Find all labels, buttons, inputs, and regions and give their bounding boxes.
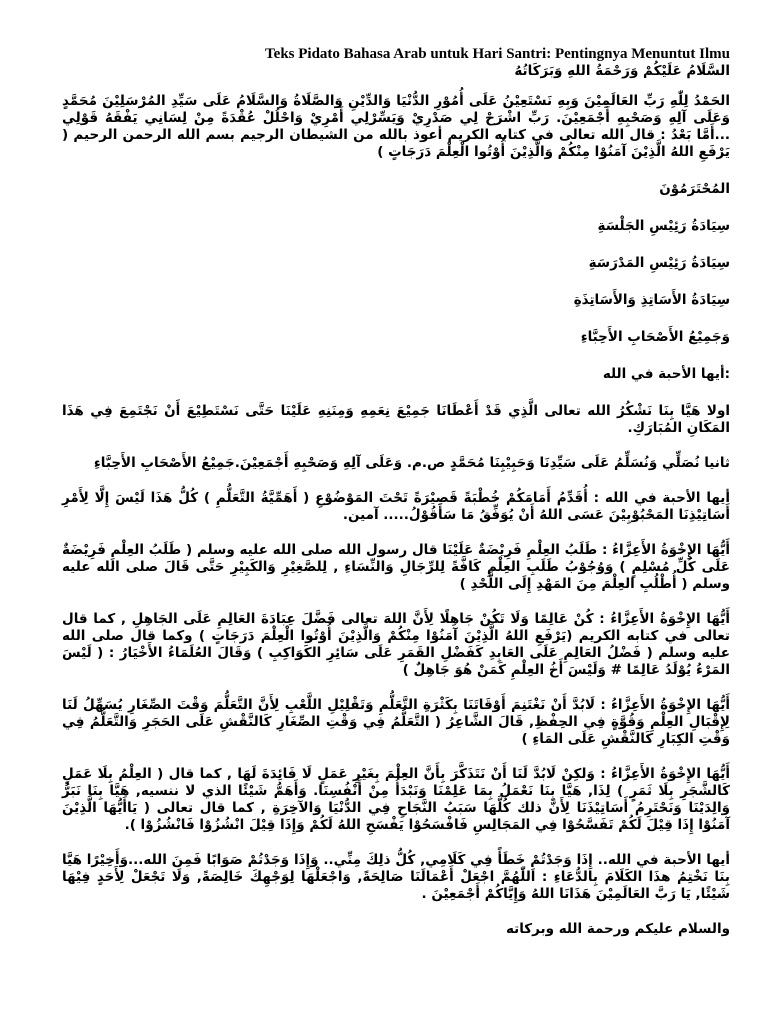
address-beloved: :أيها الأحبة في الله [602, 366, 730, 382]
paragraph-topic: أيها الأحبة في الله : أُقَدِّمُ أَمَامَكُمْ خُطْبَةً قَصِيْرَةً تَحْتَ المَوْضُوْعِ ( أَهَمِّيَّةُ التَّعَلُّمِ ) كُلُّ هَذَا لَيْسَ إِلَّا لِأَمْرِ أَسَاتِيْذِنَا المَحْبُوْبِيْنَ عَسَى اللهُ أَنْ يُوَفِّقُ مَا سَأَقُوْلُ..... آمين. [62, 490, 730, 523]
paragraph-scholar: أَيُّهَا الإِخْوَةُ الأَعِزَّاءُ : كُنْ عَالِمًا وَلَا تَكُنْ جَاهِلًا لِأَنَّ اللهَ تعالى فَضَّلَ عِبَادَةَ العَالِمِ عَلَى الجَاهِلِ , كما قال تعالى في كتابه الكريم (يَرْفَعِ اللهُ الَّذِيْنَ آمَنُوْا مِنْكُمْ وَالَّذِيْنَ أُوْتُوا الْعِلْمَ دَرَجَاتٍ ) وكما قال صلى الله عليه وسلم ( فَضْلُ العَالِمِ عَلَى العَابِدِ كَفَضْلِ القَمَرِ عَلَى سَائِرِ الكَوَاكِبِ ) وَقَالَ العُلَمَاءُ الأَخْيَارُ : ( لَيْسَ المَرْءُ يُوْلَدُ عَالِمًا # وَلَيْسَ أَخُ العِلْمِ كَمَنْ هُوَ جَاهِلٌ ) [62, 611, 730, 678]
opening-salam: السَّلَامُ عَلَيْكُمْ وَرَحْمَةُ اللهِ وَبَرَكَاتُهُ [514, 63, 730, 79]
paragraph-obligation: أَيُّهَا الإِخْوَةُ الأَعِزَّاءُ : طَلَبُ العِلْمِ فَرِيْضَةٌ عَلَيْنَا قال رسول الله صلى الله عليه وسلم ( طَلَبُ العِلْمِ فَرِيْضَةٌ عَلَى كُلِّ مُسْلِمٍ ) وَوُجُوْبُ طَلَبِ العِلْمِ كَافَّةً لِلرِّجَالِ وَالنِّسَاءِ , لِلصَّغِيْرِ وَالكَبِيْرِ حَتَّى قَالَ صلى الله عليه وسلم ( أُطْلُبِ العِلْمَ مِنَ المَهْدِ إِلَى اللَّحْدِ ) [62, 542, 730, 592]
address-session-chair: سِيَادَةُ رَئِيْسِ الجَلْسَةِ [597, 218, 730, 234]
document-title: Teks Pidato Bahasa Arab untuk Hari Santri: Pentingnya Menuntut Ilmu [265, 46, 730, 62]
address-respected: المُحْتَرَمُوْنَ [659, 181, 730, 197]
paragraph-salawat: ثانيا نُصَلِّي وَنُسَلِّمُ عَلَى سَيِّدِنَا وَحَبِيْبِنَا مُحَمَّدٍ ص.م. وَعَلَى آلِهِ وَصَحْبِهِ أَجْمَعِيْنَ.جَمِيْعُ الأَصْحَابِ الأَحِبَّاءِ [93, 455, 730, 471]
address-school-head: سِيَادَةُ رَئِيْسِ المَدْرَسَةِ [588, 255, 730, 271]
paragraph-youth: أَيُّهَا الإِخْوَةُ الأَعِزَّاءُ : لَابُدَّ أَنْ نَغْتَنِمَ أَوْقَاتَنَا بِكَثْرَةِ التَّعَلُّمِ وَتَقْلِيْلِ اللَّعْبِ لِأَنَّ التَّعَلُّمَ وَقْتَ الصِّغَارِ يُسَهِّلُ لَنَا لِإِقْبَالِ العِلْمِ وَقُوَّةٍ فِي الحِفْظِ, قَالَ الشَّاعِرُ ( التَّعَلُّمُ فِي وَقْتِ الصِّغَارِ كَالنَّقْشِ عَلَى الحَجَرِ وَالتَّعَلُّمُ فِي وَقْتِ الكِبَارِ كَالنَّقْشِ عَلَى المَاءِ ) [62, 697, 730, 747]
closing-salam: والسلام عليكم ورحمة الله وبركاته [505, 921, 730, 937]
address-friends: وَجَمِيْعُ الأَصْحَابِ الأَحِبَّاءِ [580, 329, 730, 345]
opening-paragraph: الحَمْدُ لِلّٰهِ رَبِّ العَالَمِيْنَ وَبِهِ نَسْتَعِيْنُ عَلَى أُمُوْرِ الدُّنْيَا وَالدِّيْنِ وَالصَّلَاةُ وَالسَّلَامُ عَلَى سَيِّدِ المُرْسَلِيْنَ مُحَمَّدٍ وَعَلَى آلِهِ وَصَحْبِهِ أَجْمَعِيْنَ. رَبِّ اشْرَحْ لِي صَدْرِيْ وَيَسِّرْلِي أَمْرِيْ وَاحْلُلْ عُقْدَةً مِنْ لِسَانِي يَفْقَهُ قَوْلِي ...أَمَّا بَعْدُ : قال الله تعالى في كتابه الكريم أعوذ بالله من الشيطان الرجيم بسم الله الرحمن الرحيم ( يَرْفَعِ اللهُ الَّذِيْنَ آمَنُوْا مِنْكُمْ وَالَّذِيْنَ أُوْتُوا الْعِلْمَ دَرَجَاتٍ ) [62, 93, 730, 160]
speech-body [62, 63, 730, 1013]
paragraph-gratitude: اولا هَيَّا بِنَا نَشْكُرُ الله تعالى الَّذِي قَدْ أَعْطَانَا جَمِيْعَ نِعَمِهِ وَمِنَنِهِ عَلَيْنَا حَتَّى نَسْتَطِيْعَ أَنْ نَجْتَمِعَ فِي هَذَا المَكَانِ المُبَارَكِ. [62, 403, 730, 436]
address-teachers: سِيَادَةُ الأَسَاتِذِ وَالأَسَاتِذَةِ [573, 292, 730, 308]
paragraph-closing-prayer: أيها الأحبة في الله.. إِذَا وَجَدْتُمْ خَطَأً فِي كَلَامِي, كُلُّ ذلِكَ مِنِّي.. وَإِذَا وَجَدْتُمْ صَوَابًا فَمِنَ الله...وَأَخِيْرًا هَيَّا بِنَا نَخْتِمُ هذَا الكَلَامَ بِالدُّعَاءِ : اَللّٰهُمَّ اجْعَلْ أَعْمَالَنَا صَالِحَةً, وَاجْعَلْهَا لِوَجْهِكَ خَالِصَةً, وَلَا تَجْعَلْ لِأَحَدٍ فِيْهَا شَيْئًا, يَا رَبَّ العَالَمِيْنَ هَذَانَا اللهُ وَإِيَّاكُمْ أَجْمَعِيْنَ . [62, 852, 730, 902]
paragraph-practice: أَيُّهَا الإِخْوَةُ الأَعِزَّاءُ : وَلكِنْ لَابُدَّ لَنَا أَنْ نَتَذَكَّرَ بِأَنَّ العِلْمَ بِغَيْرِ عَمَلٍ لَا فَائِدَةَ لَهَا , كما قال ( العِلْمُ بِلَا عَمَلٍ كَالشَّجَرِ بِلَا ثَمَرٍ ) لِذَا, هَيَّا بِنَا نَعْمَلُ بِمَا عَلِمْنَا وَنَبْدَأُ مِنْ أَنْفُسِنَا. وَأَهَمُّ شَيْئًا الذي لا ننسيه, هَيَّا بِنَا نَبَرُّ وَالِدَيْنَا وَنَحْتَرِمُ أَسَاتِيْذَنَا لِأَنَّ ذلك كُلَّهَا سَبَبُ النَّجَاحِ فِي الدُّنْيَا وَالآخِرَةِ , كما قال تعالى ( يَاأَيُّهَا الَّذِيْنَ آمَنُوْا إِذَا قِيْلَ لَكُمْ تَفَسَّحُوْا فِي المَجَالِسِ فَافْسَحُوْا يَفْسَحِ اللهُ لَكُمْ وَإِذَا قِيْلَ انْشُزُوْا فَانْشُزُوْا ). [62, 766, 730, 833]
